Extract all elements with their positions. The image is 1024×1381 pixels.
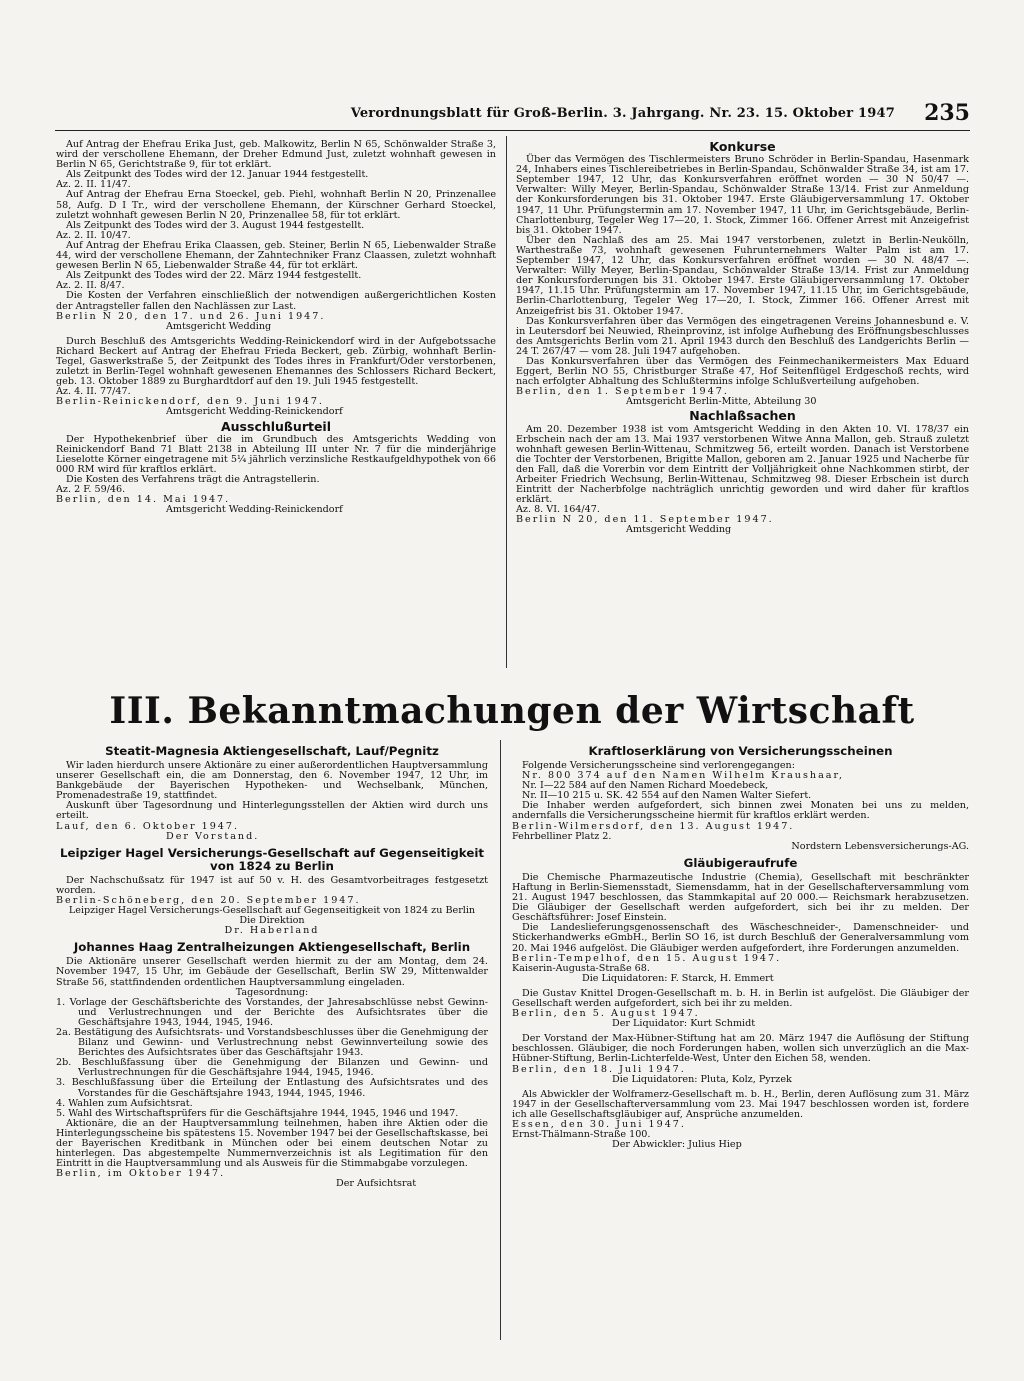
- case-number: Az. 8. VI. 164/47.: [516, 504, 600, 516]
- notice-text: Der Hypothekenbrief über die im Grundbuch des Amtsgerichts Wedding von Reinickendorf Band 71 Blatt 2138 in Abteilung III unter Nr. 7 für die minderjährige Lieselotte Körner eingetragene mit 5¼ jährlich verzinsliche Restkaufgeldhypothek von 66 000 RM wird für kraftlos erklärt.: [56, 433, 496, 475]
- court-signature: Amtsgericht Wedding: [166, 320, 272, 332]
- company-heading: Gläubigeraufrufe: [683, 855, 798, 870]
- notice-text: Auf Antrag der Ehefrau Erika Claassen, geb. Steiner, Berlin N 65, Liebenwalder Straße 44, wird der verschollene Ehemann, der Zahntechniker Franz Claassen, zuletzt wohnhaft gewesen Berlin N 65, Liebenwalder Straße 44, für tot erklärt.: [56, 239, 496, 272]
- court-signature: Amtsgericht Berlin-Mitte, Abteilung 30: [626, 396, 817, 408]
- signature: Die Direktion: [239, 915, 305, 927]
- case-number: Az. 4. II. 77/47.: [56, 386, 131, 398]
- right-top-column: [516, 140, 969, 536]
- notice-text: Auskunft über Tagesordnung und Hinterlegungsstellen der Aktien wird durch uns erteilt.: [56, 800, 488, 822]
- header-title: Verordnungsblatt für Groß-Berlin. 3. Jahrgang. Nr. 23. 15. Oktober 1947: [350, 106, 895, 121]
- company-heading: Johannes Haag Zentralheizungen Aktiengesellschaft, Berlin: [73, 940, 471, 955]
- place-date: Lauf, den 6. Oktober 1947.: [56, 820, 240, 832]
- section-heading-nachlasssachen: Nachlaßsachen: [689, 408, 796, 424]
- column-divider: [500, 740, 501, 1340]
- notice-text: Über das Vermögen des Tischlermeisters Bruno Schröder in Berlin-Spandau, Hasenmark 24, Inhabers eines Tischlereibetriebes in Berlin-Spandau, Schönwalder Straße 34, ist am 17. September 1947, 12 Uhr, das Konkursverfahren eröffnet worden — 30 N 50/47 —. Verwalter: Willy Meyer, Berlin-Spandau, Schönwalder Straße 13/14. Frist zur Anmeldung der Konkursforderungen bis 31. Oktober 1947. Erste Gläubigerversammlung 17. Oktober 1947, 11 Uhr. Prüfungstermin am 17. November 1947, 11 Uhr, im Gerichtsgebäude, Berlin-Charlottenburg, Tegeler Weg 17—20, 1. Stock, Zimmer 166. Offener Arrest mit Anzeigefrist bis 31. Oktober 1947.: [516, 154, 969, 236]
- notice-text: Wir laden hierdurch unsere Aktionäre zu einer außerordentlichen Hauptversammlung unserer Gesellschaft ein, die am Donnerstag, den 6. November 1947, 12 Uhr, im Bankgebäude der Bayerischen Hypotheken- und Wechselbank, München, Promenadestraße 19, stattfindet.: [56, 760, 488, 802]
- notice-text: Als Zeitpunkt des Todes wird der 3. August 1944 festgestellt.: [66, 219, 365, 231]
- place-date: Berlin, den 14. Mai 1947.: [56, 494, 231, 506]
- signature: Die Liquidatoren: F. Starck, H. Emmert: [582, 972, 774, 984]
- signature: Leipziger Hagel Versicherungs-Gesellschaft auf Gegenseitigkeit von 1824 zu Berlin: [68, 905, 476, 917]
- notice-text: Die Inhaber werden aufgefordert, sich binnen zwei Monaten bei uns zu melden, andernfalls die Versicherungsscheine hiermit für kraftlos erklärt werden.: [512, 800, 969, 822]
- place-date: Berlin-Schöneberg, den 20. September 1947.: [56, 894, 361, 906]
- notice-text: Am 20. Dezember 1938 ist vom Amtsgericht Wedding in den Akten 10. VI. 178/37 ein Erbschein nach der am 13. Mai 1937 verstorbenen Witwe Anna Mallon, geb. Strauß zuletzt wohnhaft gewesen Berlin-Wittenau, Schmitzweg 56, erteilt worden. Danach ist Verstorbene die Tochter der Verstorbenen, Brigitte Mallon, geboren am 2. Januar 1925 und Nacherbe für den Fall, daß die Vorerbin vor dem Eintritt der Volljährigkeit ohne Nachkommen stirbt, der Arbeiter Friedrich Wechsung, Berlin-Wittenau, Schmitzweg 98. Dieser Erbschein ist durch Eintritt der Nacherbfolge nachträglich unrichtig geworden und wird daher für kraftlos erklärt.: [516, 423, 969, 506]
- notice-text: Der Nachschußsatz für 1947 ist auf 50 v. H. des Gesamtvorbeitrages festgesetzt worden.: [56, 874, 488, 896]
- notice-text: Auf Antrag der Ehefrau Erna Stoeckel, geb. Piehl, wohnhaft Berlin N 20, Prinzenallee 58, Aufg. D I Tr., wird der verschollene Ehemann, der Kürschner Gerhard Stoeckel, zuletzt wohnhaft gewesen Berlin N 20, Prinzenallee 58, für tot erklärt.: [56, 189, 496, 221]
- list-item: Nr. II—10 215 u. SK. 42 554 auf den Namen Walter Siefert.: [522, 790, 812, 802]
- place-date: Essen, den 30. Juni 1947.: [512, 1119, 686, 1130]
- agenda-title: Tagesordnung:: [235, 986, 309, 998]
- agenda-item: 4. Wahlen zum Aufsichtsrat.: [56, 1097, 193, 1109]
- notice-text: Aktionäre, die an der Hauptversammlung teilnehmen, haben ihre Aktien oder die Hinterlegungsscheine bis spätestens 15. November 1947 bei der Gesellschaftskasse, bei der Bayerischen Kreditbank in München oder bei einem deutschen Notar zu hinterlegen. Das abgestempelte Nummernverzeichnis ist als Legitimation für den Eintritt in die Hauptversammlung und als Ausweis für die Stimmabgabe vorzulegen.: [56, 1117, 488, 1170]
- place-date: Berlin N 20, den 17. und 26. Juni 1947.: [56, 310, 326, 322]
- agenda-item: 5. Wahl des Wirtschaftsprüfers für die Geschäftsjahre 1944, 1945, 1946 und 1947.: [56, 1107, 459, 1119]
- court-signature: Amtsgericht Wedding-Reinickendorf: [166, 406, 343, 418]
- signature: Der Vorstand.: [166, 830, 260, 842]
- notice-text: Die Kosten der Verfahren einschließlich der notwendigen außergerichtlichen Kosten der Antragsteller fallen den Nachlässen zur Last.: [56, 290, 496, 312]
- signature: Der Liquidator: Kurt Schmidt: [612, 1018, 756, 1030]
- court-signature: Amtsgericht Wedding: [626, 524, 732, 536]
- column-divider: [506, 136, 507, 668]
- notice-text: Folgende Versicherungsscheine sind verlorengegangen:: [522, 760, 795, 771]
- place-date: Berlin-Reinickendorf, den 9. Juni 1947.: [56, 396, 324, 408]
- section-heading-ausschlussurteil: Ausschlußurteil: [220, 418, 332, 434]
- list-item: Nr. I—22 584 auf den Namen Richard Moedebeck,: [522, 780, 769, 792]
- signature: Der Aufsichtsrat: [336, 1178, 417, 1190]
- page-number: 235: [924, 100, 970, 126]
- agenda-item: 2a. Bestätigung des Aufsichtsrats- und Vorstandsbeschlusses über die Genehmigung der Bilanz und Gewinn- und Verlustrechnung nebst Gewinnverteilung sowie des Berichtes des Aufsichtsrates über das Geschäftsjahr 1943.: [56, 1026, 488, 1059]
- signature: Dr. Haberland: [224, 925, 320, 937]
- address: Fehrbelliner Platz 2.: [512, 830, 612, 842]
- notice-text: Der Vorstand der Max-Hübner-Stiftung hat am 20. März 1947 die Auflösung der Stiftung beschlossen. Gläubiger, die noch Forderungen haben, wollen sich unverzüglich an die Max-Hübner-Stiftung, Berlin-Lichterfelde-West, Unter den Eichen 58, wenden.: [512, 1033, 969, 1065]
- court-signature: Amtsgericht Wedding-Reinickendorf: [166, 504, 343, 516]
- agenda-list: [56, 998, 488, 1119]
- left-bottom-column: [56, 740, 488, 1189]
- section-title: III. Bekanntmachungen der Wirtschaft: [109, 690, 915, 732]
- signature: Nordstern Lebensversicherungs-AG.: [791, 840, 969, 852]
- list-item: Nr. 800 374 auf den Namen Wilhelm Kraushaar,: [522, 770, 845, 782]
- notice-text: Als Zeitpunkt des Todes wird der 12. Januar 1944 festgestellt.: [66, 169, 369, 181]
- address: Ernst-Thälmann-Straße 100.: [512, 1129, 651, 1141]
- case-number: Az. 2. II. 10/47.: [56, 229, 131, 241]
- notice-text: Als Abwickler der Wolframerz-Gesellschaft m. b. H., Berlin, deren Auflösung zum 31. März 1947 in der Gesellschafterversammlung vom 23. Mai 1947 beschlossen worden ist, fordere ich alle Gesellschaftsgläubiger auf, Ansprüche anzumelden.: [512, 1088, 969, 1120]
- section-heading-konkurse: Konkurse: [709, 139, 776, 154]
- place-date: Berlin-Tempelhof, den 15. August 1947.: [512, 952, 782, 964]
- place-date: Berlin, den 1. September 1947.: [516, 386, 729, 398]
- address: Kaiserin-Augusta-Straße 68.: [512, 962, 650, 974]
- notice-text: Die Aktionäre unserer Gesellschaft werden hiermit zu der am Montag, dem 24. November 1947, 15 Uhr, im Gebäude der Gesellschaft, Berlin SW 29, Mittenwalder Straße 56, stattfindenden ordentlichen Hauptversammlung eingeladen.: [56, 956, 488, 988]
- agenda-item: 3. Beschlußfassung über die Erteilung der Entlastung des Aufsichtsrates und des Vorstandes für die Geschäftsjahre 1943, 1944, 1945, 1946.: [56, 1077, 488, 1099]
- place-date: Berlin, den 5. August 1947.: [512, 1008, 700, 1020]
- notice-text: Als Zeitpunkt des Todes wird der 22. März 1944 festgestellt.: [66, 270, 362, 282]
- notice-text: Die Gustav Knittel Drogen-Gesellschaft m. b. H. in Berlin ist aufgelöst. Die Gläubiger der Gesellschaft werden aufgefordert, sich bei ihr zu melden.: [512, 987, 969, 1009]
- notice-text: Durch Beschluß des Amtsgerichts Wedding-Reinickendorf wird in der Aufgebotssache Richard Beckert auf Antrag der Ehefrau Frieda Beckert, geb. Zürbig, wohnhaft Berlin-Tegel, Gaswerkstraße 5, der Zeitpunkt des Todes ihres in Frankfurt/Oder verstorbenen, zuletzt in Berlin-Tegel wohnhaft gewesenen Ehemannes des Schlossers Richard Beckert, geb. 13. Oktober 1889 zu Burghardtdorf auf den 19. Juli 1945 festgestellt.: [56, 335, 496, 388]
- notice-text: Das Konkursverfahren über das Vermögen des eingetragenen Vereins Johannesbund e. V. in Leutersdorf bei Neuwied, Rheinprovinz, ist infolge Aufhebung des Eröffnungsbeschlusses des Amtsgerichts Berlin vom 21. April 1943 durch den Beschluß des Landgerichts Berlin — 24 T. 267/47 — vom 28. Juli 1947 aufgehoben.: [516, 315, 969, 357]
- case-number: Az. 2. II. 11/47.: [56, 179, 131, 191]
- company-heading: Leipziger Hagel Versicherungs-Gesellschaft auf Gegenseitigkeit von 1824 zu Berlin: [59, 845, 485, 873]
- agenda-item: 2b. Beschlußfassung über die Genehmigung der Bilanzen und Gewinn- und Verlustrechnungen für die Geschäftsjahre 1944, 1945, 1946.: [56, 1057, 488, 1079]
- company-heading: Steatit-Magnesia Aktiengesellschaft, Lauf/Pegnitz: [105, 744, 439, 758]
- signature: Die Liquidatoren: Pluta, Kolz, Pyrzek: [612, 1073, 792, 1085]
- notice-text: Auf Antrag der Ehefrau Erika Just, geb. Malkowitz, Berlin N 65, Schönwalder Straße 3, wird der verschollene Ehemann, der Dreher Edmund Just, zuletzt wohnhaft gewesen in Berlin N 65, Gerichtstraße 9, für tot erklärt.: [56, 139, 496, 171]
- notice-text: Die Kosten des Verfahrens trägt die Antragstellerin.: [66, 474, 320, 485]
- place-date: Berlin, im Oktober 1947.: [56, 1168, 226, 1180]
- notice-text: Die Landeslieferungsgenossenschaft des Wäscheschneider-, Damenschneider- und Stickerhandwerks eGmbH., Berlin SO 16, ist durch Beschluß der Generalversammlung vom 20. Mai 1946 aufgelöst. Die Gläubiger werden aufgefordert, ihre Forderungen anzumelden.: [512, 922, 969, 954]
- place-date: Berlin N 20, den 11. September 1947.: [516, 514, 774, 526]
- notice-text: Das Konkursverfahren über das Vermögen des Feinmechanikermeisters Max Eduard Eggert, Berlin NO 55, Christburger Straße 47, Hof Seitenflügel Erdgeschoß rechts, wird nach erfolgter Abhaltung des Schlußtermins infolge Schlußverteilung aufgehoben.: [516, 355, 969, 388]
- left-top-column: [56, 140, 496, 515]
- agenda-item: 1. Vorlage der Geschäftsberichte des Vorstandes, der Jahresabschlüsse nebst Gewinn- und Verlustrechnungen und der Berichte des Aufsichtsrates über die Geschäftsjahre 1943, 1944, 1945, 1946.: [56, 996, 488, 1028]
- case-number: Az. 2 F. 59/46.: [56, 484, 126, 496]
- company-heading: Kraftloserklärung von Versicherungsscheinen: [588, 744, 893, 758]
- place-date: Berlin, den 18. Juli 1947.: [512, 1063, 686, 1075]
- case-number: Az. 2. II. 8/47.: [56, 280, 125, 292]
- signature: Der Abwickler: Julius Hiep: [612, 1139, 742, 1151]
- place-date: Berlin-Wilmersdorf, den 13. August 1947.: [512, 820, 795, 832]
- right-bottom-column: [512, 740, 969, 1150]
- page-header: [55, 100, 970, 130]
- header-rule: [55, 130, 970, 131]
- notice-text: Über den Nachlaß des am 25. Mai 1947 verstorbenen, zuletzt in Berlin-Neukölln, Warthestraße 73, wohnhaft gewesenen Fuhrunternehmers Walter Palm ist am 17. September 1947, 12 Uhr, das Konkursverfahren eröffnet worden — 30 N. 48/47 —. Verwalter: Willy Meyer, Berlin-Spandau, Schönwalder Straße 13/14. Frist zur Anmeldung der Konkursforderungen bis 31. Oktober 1947. Erste Gläubigerversammlung 17. Oktober 1947, 11.15 Uhr. Prüfungstermin am 17. November 1947, 11.15 Uhr, im Gerichtsgebäude, Berlin-Charlottenburg, Tegeler Weg 17—20, I. Stock, Zimmer 166. Offener Arrest mit Anzeigefrist bis 31. Oktober 1947.: [516, 234, 969, 317]
- notice-text: Die Chemische Pharmazeutische Industrie (Chemia), Gesellschaft mit beschränkter Haftung in Berlin-Siemensstadt, Siemensdamm, hat in der Gesellschafterversammlung vom 21. August 1947 beschlossen, das Stammkapital auf 20 000.— Reichsmark herabzusetzen. Die Gläubiger der Gesellschaft werden aufgefordert, sich bei ihr zu melden. Der Geschäftsführer: Josef Einstein.: [512, 871, 969, 924]
